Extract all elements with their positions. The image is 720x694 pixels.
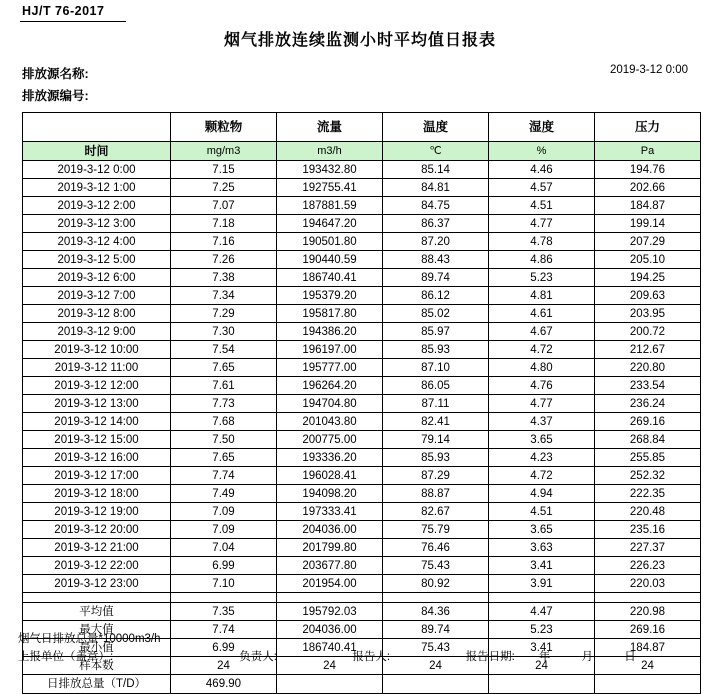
table-unit-row [23, 142, 701, 161]
cell-pressure: 200.72 [595, 323, 701, 341]
summary-pressure: 269.16 [595, 621, 701, 639]
unit-cell-humidity: % [489, 142, 595, 161]
cell-temperature: 75.43 [383, 557, 489, 575]
unit-cell-pressure: Pa [595, 142, 701, 161]
table-row [23, 215, 701, 233]
cell-particulate: 7.04 [171, 539, 277, 557]
cell-flow: 203677.80 [277, 557, 383, 575]
cell-temperature: 75.79 [383, 521, 489, 539]
cell-temperature: 85.93 [383, 449, 489, 467]
cell-flow: 196264.20 [277, 377, 383, 395]
cell-temperature: 76.46 [383, 539, 489, 557]
summary-flow: 204036.00 [277, 621, 383, 639]
table-row [23, 503, 701, 521]
cell-particulate: 7.38 [171, 269, 277, 287]
header-cell-pressure: 压力 [595, 113, 701, 142]
cell-time: 2019-3-12 11:00 [23, 359, 171, 377]
cell-temperature: 86.37 [383, 215, 489, 233]
page-title: 烟气排放连续监测小时平均值日报表 [223, 32, 496, 49]
header-cell-time [23, 113, 171, 142]
summary-flow: 186740.41 [277, 639, 383, 657]
cell-temperature: 85.97 [383, 323, 489, 341]
cell-particulate: 7.16 [171, 233, 277, 251]
daily-total-empty [489, 675, 595, 694]
cell-time: 2019-3-12 9:00 [23, 323, 171, 341]
spacer-cell [23, 593, 171, 603]
report-datetime: 2019-3-12 0:00 [609, 64, 688, 76]
cell-time: 2019-3-12 14:00 [23, 413, 171, 431]
spacer-cell [383, 593, 489, 603]
cell-humidity: 4.23 [489, 449, 595, 467]
cell-flow: 196197.00 [277, 341, 383, 359]
cell-particulate: 7.10 [171, 575, 277, 593]
cell-flow: 190440.59 [277, 251, 383, 269]
spacer-cell [171, 593, 277, 603]
summary-particulate: 24 [171, 657, 277, 675]
cell-time: 2019-3-12 15:00 [23, 431, 171, 449]
cell-particulate: 7.15 [171, 161, 277, 179]
cell-particulate: 6.99 [171, 557, 277, 575]
table-row [23, 251, 701, 269]
signature-line [18, 648, 708, 664]
cell-time: 2019-3-12 8:00 [23, 305, 171, 323]
cell-flow: 201799.80 [277, 539, 383, 557]
cell-temperature: 85.14 [383, 161, 489, 179]
summary-label: 最小值 [23, 639, 171, 657]
cell-humidity: 5.23 [489, 269, 595, 287]
table-row [23, 359, 701, 377]
table-row [23, 287, 701, 305]
table-row [23, 449, 701, 467]
table-row [23, 395, 701, 413]
standard-code: HJ/T 76-2017 [22, 4, 105, 18]
cell-pressure: 202.66 [595, 179, 701, 197]
cell-flow: 193336.20 [277, 449, 383, 467]
cell-pressure: 235.16 [595, 521, 701, 539]
cell-particulate: 7.61 [171, 377, 277, 395]
cell-particulate: 7.07 [171, 197, 277, 215]
cell-pressure: 209.63 [595, 287, 701, 305]
table-row [23, 341, 701, 359]
cell-humidity: 4.76 [489, 377, 595, 395]
cell-particulate: 7.68 [171, 413, 277, 431]
daily-total-empty [277, 675, 383, 694]
cell-pressure: 220.48 [595, 503, 701, 521]
summary-particulate: 6.99 [171, 639, 277, 657]
spacer-cell [595, 593, 701, 603]
summary-flow: 195792.03 [277, 603, 383, 621]
cell-temperature: 89.74 [383, 269, 489, 287]
table-row [23, 485, 701, 503]
cell-flow: 194098.20 [277, 485, 383, 503]
cell-pressure: 227.37 [595, 539, 701, 557]
cell-humidity: 4.72 [489, 341, 595, 359]
cell-humidity: 4.77 [489, 395, 595, 413]
table-header-row [23, 113, 701, 142]
cell-temperature: 87.29 [383, 467, 489, 485]
cell-humidity: 4.80 [489, 359, 595, 377]
cell-time: 2019-3-12 5:00 [23, 251, 171, 269]
unit-cell-temperature: ℃ [383, 142, 489, 161]
cell-pressure: 212.67 [595, 341, 701, 359]
cell-pressure: 269.16 [595, 413, 701, 431]
cell-time: 2019-3-12 17:00 [23, 467, 171, 485]
cell-particulate: 7.65 [171, 359, 277, 377]
cell-temperature: 87.10 [383, 359, 489, 377]
table-row [23, 269, 701, 287]
cell-humidity: 4.77 [489, 215, 595, 233]
cell-flow: 195777.00 [277, 359, 383, 377]
table-row [23, 431, 701, 449]
cell-particulate: 7.34 [171, 287, 277, 305]
cell-time: 2019-3-12 16:00 [23, 449, 171, 467]
cell-particulate: 7.09 [171, 521, 277, 539]
cell-time: 2019-3-12 23:00 [23, 575, 171, 593]
cell-pressure: 226.23 [595, 557, 701, 575]
cell-humidity: 4.51 [489, 197, 595, 215]
cell-humidity: 4.46 [489, 161, 595, 179]
cell-flow: 201954.00 [277, 575, 383, 593]
report-date-label: 报告日期: [465, 651, 515, 663]
cell-temperature: 88.87 [383, 485, 489, 503]
table-row [23, 413, 701, 431]
cell-time: 2019-3-12 18:00 [23, 485, 171, 503]
cell-pressure: 236.24 [595, 395, 701, 413]
cell-time: 2019-3-12 20:00 [23, 521, 171, 539]
cell-humidity: 4.94 [489, 485, 595, 503]
cell-humidity: 3.63 [489, 539, 595, 557]
spacer-cell [489, 593, 595, 603]
cell-flow: 195817.80 [277, 305, 383, 323]
summary-humidity: 3.41 [489, 639, 595, 657]
cell-time: 2019-3-12 6:00 [23, 269, 171, 287]
source-name-label: 排放源名称: [22, 67, 89, 81]
source-number-label: 排放源编号: [22, 89, 89, 103]
cell-humidity: 4.78 [489, 233, 595, 251]
cell-flow: 197333.41 [277, 503, 383, 521]
table-row [23, 305, 701, 323]
cell-temperature: 87.20 [383, 233, 489, 251]
cell-temperature: 86.12 [383, 287, 489, 305]
cell-humidity: 3.65 [489, 521, 595, 539]
cell-pressure: 205.10 [595, 251, 701, 269]
summary-temperature: 24 [383, 657, 489, 675]
cell-temperature: 85.93 [383, 341, 489, 359]
cell-temperature: 79.14 [383, 431, 489, 449]
cell-time: 2019-3-12 13:00 [23, 395, 171, 413]
cell-pressure: 207.29 [595, 233, 701, 251]
cell-temperature: 82.41 [383, 413, 489, 431]
cell-pressure: 222.35 [595, 485, 701, 503]
cell-particulate: 7.29 [171, 305, 277, 323]
cell-particulate: 7.18 [171, 215, 277, 233]
cell-pressure: 252.32 [595, 467, 701, 485]
unit-cell-time: 时间 [23, 142, 171, 161]
cell-humidity: 4.86 [489, 251, 595, 269]
cell-temperature: 85.02 [383, 305, 489, 323]
cell-humidity: 4.81 [489, 287, 595, 305]
cell-particulate: 7.25 [171, 179, 277, 197]
summary-pressure: 184.87 [595, 639, 701, 657]
reporting-unit-label: 上报单位（盖章）: [18, 651, 114, 663]
summary-pressure: 220.98 [595, 603, 701, 621]
table-spacer-row [23, 593, 701, 603]
daily-total-row [23, 675, 701, 694]
daily-total-value: 469.90 [171, 675, 277, 694]
cell-temperature: 84.75 [383, 197, 489, 215]
table-row [23, 557, 701, 575]
cell-time: 2019-3-12 12:00 [23, 377, 171, 395]
cell-flow: 190501.80 [277, 233, 383, 251]
cell-humidity: 4.37 [489, 413, 595, 431]
cell-humidity: 3.65 [489, 431, 595, 449]
table-row [23, 467, 701, 485]
unit-cell-flow: m3/h [277, 142, 383, 161]
cell-time: 2019-3-12 1:00 [23, 179, 171, 197]
cell-pressure: 233.54 [595, 377, 701, 395]
cell-particulate: 7.09 [171, 503, 277, 521]
cell-humidity: 3.41 [489, 557, 595, 575]
cell-particulate: 7.73 [171, 395, 277, 413]
standard-code-underline [20, 21, 126, 22]
cell-flow: 200775.00 [277, 431, 383, 449]
cell-time: 2019-3-12 19:00 [23, 503, 171, 521]
cell-pressure: 220.80 [595, 359, 701, 377]
summary-pressure: 24 [595, 657, 701, 675]
cell-time: 2019-3-12 10:00 [23, 341, 171, 359]
cell-particulate: 7.54 [171, 341, 277, 359]
summary-label: 平均值 [23, 603, 171, 621]
table-row [23, 161, 701, 179]
cell-flow: 186740.41 [277, 269, 383, 287]
summary-particulate: 7.35 [171, 603, 277, 621]
spacer-cell [277, 593, 383, 603]
summary-label: 最大值 [23, 621, 171, 639]
table-row [23, 521, 701, 539]
cell-temperature: 80.92 [383, 575, 489, 593]
cell-humidity: 4.61 [489, 305, 595, 323]
summary-flow: 24 [277, 657, 383, 675]
summary-temperature: 89.74 [383, 621, 489, 639]
cell-flow: 187881.59 [277, 197, 383, 215]
cell-humidity: 3.91 [489, 575, 595, 593]
cell-humidity: 4.51 [489, 503, 595, 521]
cell-particulate: 7.30 [171, 323, 277, 341]
cell-humidity: 4.72 [489, 467, 595, 485]
report-date-ymd: 年 月 日 [538, 651, 650, 663]
cell-flow: 196028.41 [277, 467, 383, 485]
unit-cell-particulate: mg/m3 [171, 142, 277, 161]
summary-humidity: 5.23 [489, 621, 595, 639]
daily-total-label: 日排放总量（T/D） [23, 675, 171, 694]
cell-temperature: 88.43 [383, 251, 489, 269]
summary-temperature: 84.36 [383, 603, 489, 621]
cell-flow: 194647.20 [277, 215, 383, 233]
table-row [23, 197, 701, 215]
table-row [23, 539, 701, 557]
cell-particulate: 7.26 [171, 251, 277, 269]
cell-flow: 204036.00 [277, 521, 383, 539]
cell-pressure: 255.85 [595, 449, 701, 467]
cell-flow: 192755.41 [277, 179, 383, 197]
cell-pressure: 203.95 [595, 305, 701, 323]
cell-flow: 201043.80 [277, 413, 383, 431]
header-cell-flow: 流量 [277, 113, 383, 142]
summary-humidity: 4.47 [489, 603, 595, 621]
cell-flow: 194704.80 [277, 395, 383, 413]
summary-label: 样本数 [23, 657, 171, 675]
header-cell-temperature: 温度 [383, 113, 489, 142]
reporter-label: 报告人: [352, 651, 391, 663]
cell-time: 2019-3-12 2:00 [23, 197, 171, 215]
table-row [23, 179, 701, 197]
header-cell-humidity: 湿度 [489, 113, 595, 142]
summary-particulate: 7.74 [171, 621, 277, 639]
cell-particulate: 7.74 [171, 467, 277, 485]
cell-time: 2019-3-12 0:00 [23, 161, 171, 179]
cell-time: 2019-3-12 7:00 [23, 287, 171, 305]
summary-temperature: 75.43 [383, 639, 489, 657]
cell-flow: 194386.20 [277, 323, 383, 341]
summary-humidity: 24 [489, 657, 595, 675]
daily-total-empty [595, 675, 701, 694]
daily-total-empty [383, 675, 489, 694]
cell-pressure: 184.87 [595, 197, 701, 215]
cell-pressure: 268.84 [595, 431, 701, 449]
cell-humidity: 4.67 [489, 323, 595, 341]
cell-temperature: 82.67 [383, 503, 489, 521]
cell-pressure: 220.03 [595, 575, 701, 593]
cell-particulate: 7.50 [171, 431, 277, 449]
cell-particulate: 7.49 [171, 485, 277, 503]
cell-time: 2019-3-12 22:00 [23, 557, 171, 575]
summary-row-average [23, 603, 701, 621]
hourly-average-table [22, 112, 701, 694]
table-row [23, 377, 701, 395]
cell-flow: 193432.80 [277, 161, 383, 179]
cell-temperature: 86.05 [383, 377, 489, 395]
cell-humidity: 4.57 [489, 179, 595, 197]
cell-particulate: 7.65 [171, 449, 277, 467]
cell-temperature: 87.11 [383, 395, 489, 413]
table-row [23, 575, 701, 593]
report-date-group [466, 648, 650, 664]
responsible-person-label: 负责人: [239, 651, 277, 663]
cell-temperature: 84.81 [383, 179, 489, 197]
cell-pressure: 194.25 [595, 269, 701, 287]
table-row [23, 233, 701, 251]
cell-time: 2019-3-12 3:00 [23, 215, 171, 233]
footnote: 烟气日排放总量*10000m3/h [18, 633, 161, 645]
cell-flow: 195379.20 [277, 287, 383, 305]
cell-time: 2019-3-12 4:00 [23, 233, 171, 251]
table-row [23, 323, 701, 341]
cell-pressure: 194.76 [595, 161, 701, 179]
cell-time: 2019-3-12 21:00 [23, 539, 171, 557]
cell-pressure: 199.14 [595, 215, 701, 233]
header-cell-particulate: 颗粒物 [171, 113, 277, 142]
